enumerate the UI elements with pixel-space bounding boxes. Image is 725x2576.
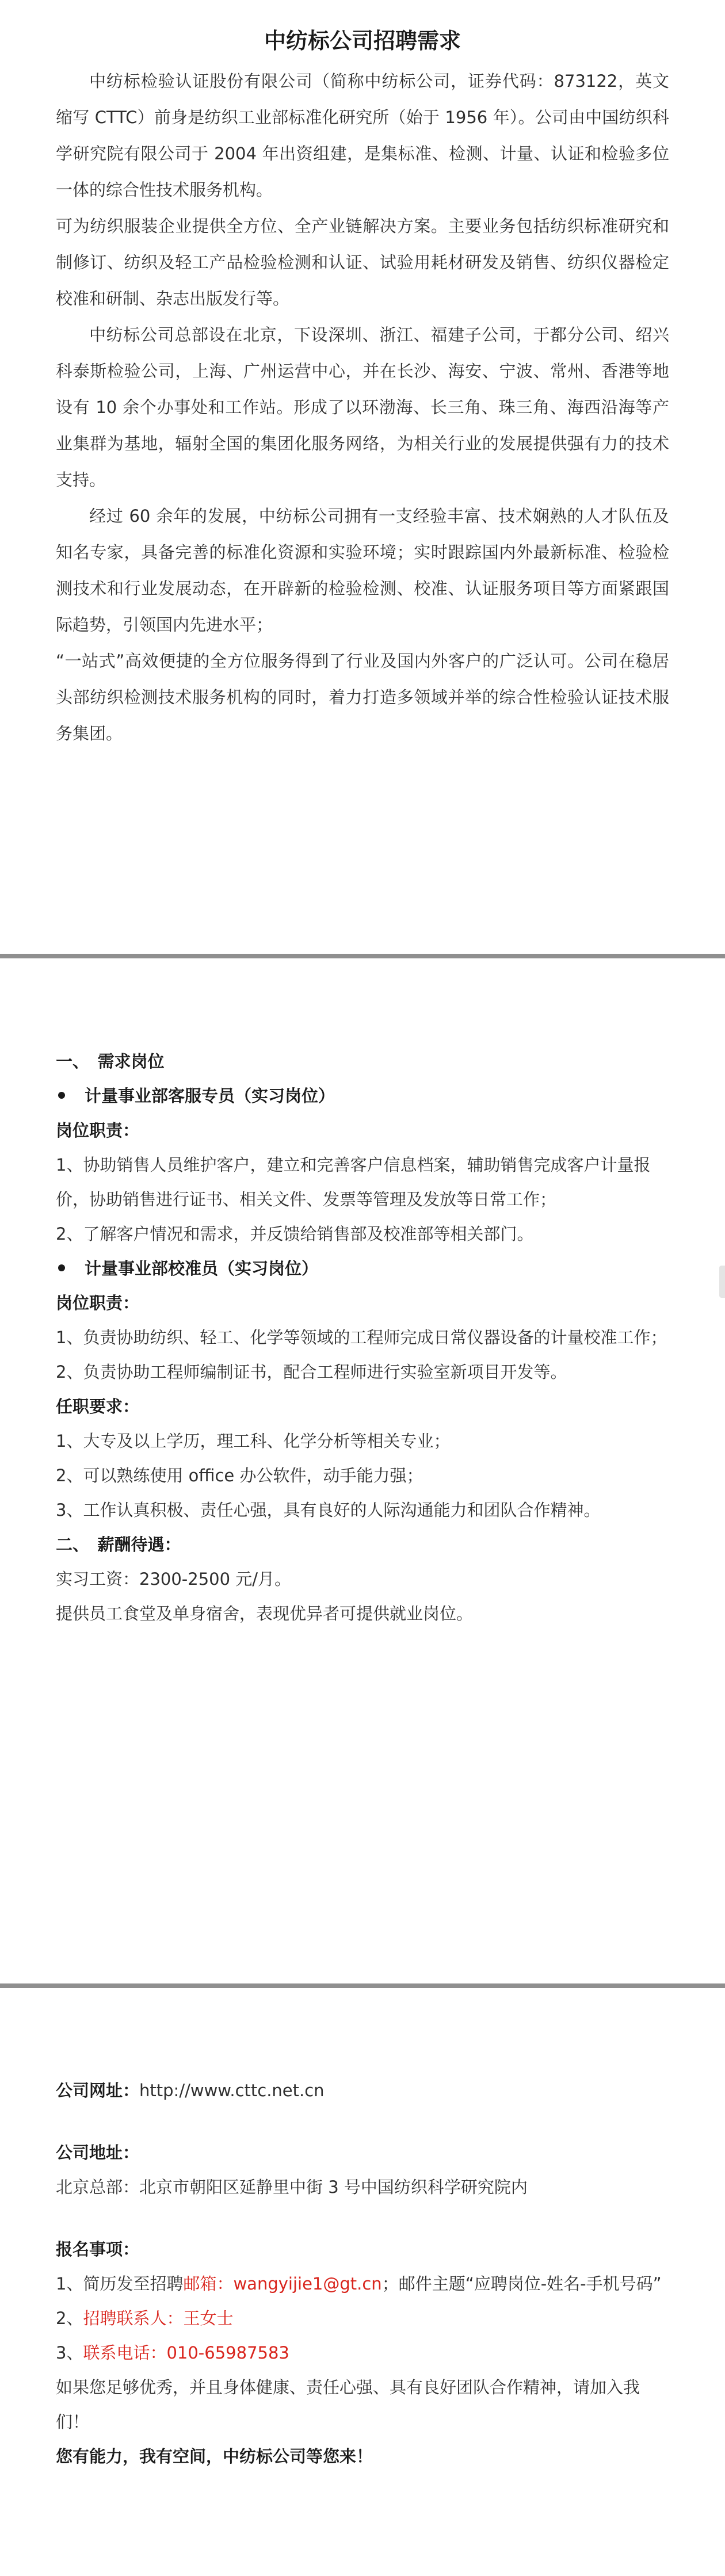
duty-label: 岗位职责： <box>56 1293 140 1313</box>
reg2-prefix: 2、 <box>56 2309 83 2328</box>
job-title-customer-service <box>0 1079 725 1113</box>
heading-salary: 二、 薪酬待遇： <box>56 1535 181 1554</box>
contact-person: 招聘联系人：王女士 <box>83 2309 234 2328</box>
requirement-3: 3、工作认真积极、责任心强，具有良好的人际沟通能力和团队合作精神。 <box>56 1500 601 1520</box>
section-divider <box>0 954 725 958</box>
slogan-text: 您有能力，我有空间，中纺标公司等您来！ <box>56 2447 373 2466</box>
registration-item-2 <box>0 2301 725 2336</box>
reg3-prefix: 3、 <box>56 2343 83 2363</box>
website-label: 公司网址： <box>56 2081 140 2100</box>
jobs-section <box>0 1044 725 1631</box>
contact-section <box>0 2073 725 2474</box>
intro-paragraph-3: 经过 60 余年的发展，中纺标公司拥有一支经验丰富、技术娴熟的人才队伍及知名专家，具备完善的标准化资源和实验环境；实时跟踪国内外最新标准、检验检测技术和行业发展动态，在开辟新的检验检测、校准、认证服务项目等方面紧跟国际趋势，引领国内先进水平； <box>56 506 669 635</box>
job2-duty-1: 1、负责协助纺织、轻工、化学等领域的工程师完成日常仪器设备的计量校准工作； <box>56 1328 667 1347</box>
job2-duty-2: 2、负责协助工程师编制证书，配合工程师进行实验室新项目开发等。 <box>56 1362 567 1382</box>
registration-item-1 <box>0 2267 725 2301</box>
address-label: 公司地址： <box>56 2143 140 2162</box>
website-link[interactable]: http://www.cttc.net.cn <box>139 2081 325 2100</box>
job-title-calibrator <box>0 1251 725 1286</box>
intro-paragraph-2: 中纺标公司总部设在北京，下设深圳、浙江、福建子公司，于都分公司、绍兴科泰斯检验公司，上海、广州运营中心，并在长沙、海安、宁波、常州、香港等地设有 10 余个办事处和工作站。形成了以环渤海、长三角、珠三角、海西沿海等产业集群为基地，辐射全国的集团化服务网络，为相关行业的发展提供强有力的技术支持。 <box>56 325 669 490</box>
scroll-handle[interactable] <box>719 1266 725 1298</box>
requirement-1: 1、大专及以上学历，理工科、化学分析等相关专业； <box>56 1431 451 1451</box>
bullet-icon <box>58 1264 65 1271</box>
contact-phone[interactable]: 联系电话：010-65987583 <box>83 2343 289 2363</box>
intro-paragraph-1b: 可为纺织服装企业提供全方位、全产业链解决方案。主要业务包括纺织标准研究和制修订、纺织及轻工产品检验检测和认证、试验用耗材研发及销售、纺织仪器检定校准和研制、杂志出版发行等。 <box>56 216 669 308</box>
job1-duty-2: 2、了解客户情况和需求，并反馈给销售部及校准部等相关部门。 <box>56 1224 534 1244</box>
heading-positions: 一、 需求岗位 <box>56 1052 165 1071</box>
duty-label: 岗位职责： <box>56 1121 140 1140</box>
requirement-2: 2、可以熟练使用 office 办公软件，动手能力强； <box>56 1466 423 1485</box>
bullet-icon <box>58 1092 65 1099</box>
section-divider <box>0 1983 725 1988</box>
registration-item-3 <box>0 2336 725 2370</box>
closing-text: 如果您足够优秀，并且身体健康、责任心强、具有良好团队合作精神，请加入我们！ <box>56 2378 640 2432</box>
intro-section <box>0 0 725 752</box>
registration-label: 报名事项： <box>56 2239 140 2259</box>
reg1-suffix: ；邮件主题“应聘岗位-姓名-手机号码” <box>381 2274 662 2294</box>
email-link[interactable]: 邮箱：wangyijie1@gt.cn <box>183 2274 382 2294</box>
reg1-prefix: 1、简历发至招聘 <box>56 2274 184 2294</box>
benefits-text: 提供员工食堂及单身宿舍，表现优异者可提供就业岗位。 <box>56 1604 474 1623</box>
intro-paragraph-3b: “一站式”高效便捷的全方位服务得到了行业及国内外客户的广泛认可。公司在稳居头部纺织检测技术服务机构的同时，着力打造多领域并举的综合性检验认证技术服务集团。 <box>56 651 669 743</box>
website-row <box>0 2073 725 2108</box>
job1-title-text: 计量事业部客服专员（实习岗位） <box>85 1086 335 1106</box>
salary-text: 实习工资：2300-2500 元/月。 <box>56 1569 292 1589</box>
address-text: 北京总部：北京市朝阳区延静里中街 3 号中国纺织科学研究院内 <box>56 2177 528 2197</box>
requirements-label: 任职要求： <box>56 1397 140 1416</box>
job2-title-text: 计量事业部校准员（实习岗位） <box>85 1259 319 1278</box>
page-title: 中纺标公司招聘需求 <box>264 28 461 53</box>
intro-paragraph-1: 中纺标检验认证股份有限公司（简称中纺标公司，证券代码：873122，英文缩写 CTTC）前身是纺织工业部标准化研究所（始于 1956 年）。公司由中国纺织科学研究院有限公司于 2004 年出资组建，是集标准、检测、计量、认证和检验多位一体的综合性技术服务机构。 <box>56 71 669 200</box>
job1-duty-1: 1、协助销售人员维护客户，建立和完善客户信息档案，辅助销售完成客户计量报价，协助销售进行证书、相关文件、发票等管理及发放等日常工作； <box>56 1155 651 1209</box>
